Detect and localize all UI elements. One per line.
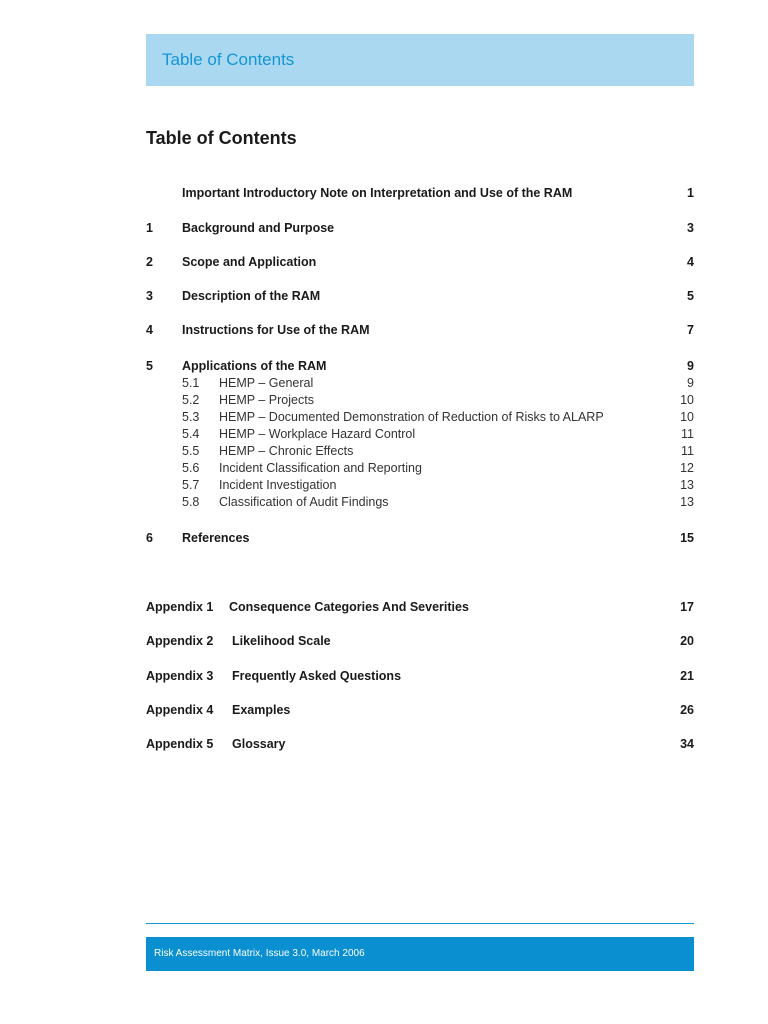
toc-subentry-page: 13 [680, 495, 694, 509]
toc-subentry-number: 5.3 [182, 410, 200, 424]
footer-band [146, 937, 694, 971]
toc-subentry-title: HEMP – General [219, 376, 314, 390]
toc-appendix-page: 34 [680, 737, 694, 751]
toc-entry-title: References [182, 531, 250, 545]
toc-subentry-number: 5.2 [182, 393, 200, 407]
toc-subentry-page: 13 [680, 478, 694, 492]
toc-appendix-5[interactable] [146, 736, 694, 753]
toc-entry-title: Instructions for Use of the RAM [182, 323, 370, 337]
toc-entry-section-2[interactable] [146, 254, 694, 271]
toc-entry-section-5[interactable] [146, 358, 694, 375]
page-header-title: Table of Contents [162, 50, 295, 69]
toc-subentry-number: 5.7 [182, 478, 200, 492]
toc-subentry-title: Incident Investigation [219, 478, 337, 492]
toc-subentry-number: 5.8 [182, 495, 200, 509]
toc-entry-page: 4 [687, 255, 694, 269]
toc-appendix-4[interactable] [146, 702, 694, 719]
toc-subentry-page: 10 [680, 393, 694, 407]
toc-subentry-title: HEMP – Chronic Effects [219, 444, 354, 458]
toc-appendix-1[interactable] [146, 599, 694, 616]
footer-text: Risk Assessment Matrix, Issue 3.0, March 2006 [154, 948, 365, 959]
toc-appendix-label: Appendix 4 [146, 703, 214, 717]
toc-appendix-label: Appendix 3 [146, 669, 214, 683]
toc-entry-page: 15 [680, 531, 694, 545]
toc-entry-section-4[interactable] [146, 322, 694, 339]
toc-subentry-5-6[interactable] [146, 460, 694, 477]
toc-entry-title: Background and Purpose [182, 221, 335, 235]
toc-entry-number: 3 [146, 289, 153, 303]
toc-appendix-page: 20 [680, 634, 694, 648]
toc-entry-number: 4 [146, 323, 153, 337]
toc-subentry-title: HEMP – Projects [219, 393, 314, 407]
toc-appendix-title: Glossary [232, 737, 286, 751]
toc-appendix-label: Appendix 1 [146, 600, 214, 614]
toc-entry-page: 9 [687, 359, 694, 373]
toc-appendix-page: 17 [680, 600, 694, 614]
toc-entry-intro[interactable] [146, 185, 694, 202]
toc-appendix-label: Appendix 5 [146, 737, 214, 751]
toc-appendix-title: Examples [232, 703, 291, 717]
toc-subentry-5-1[interactable] [146, 375, 694, 392]
toc-subentry-title: HEMP – Workplace Hazard Control [219, 427, 416, 441]
toc-subentry-5-5[interactable] [146, 443, 694, 460]
toc-entry-number: 1 [146, 221, 153, 235]
toc-heading: Table of Contents [146, 128, 297, 148]
toc-subentry-title: Incident Classification and Reporting [219, 461, 422, 475]
toc-entry-section-1[interactable] [146, 220, 694, 237]
toc-entry-title: Description of the RAM [182, 289, 321, 303]
toc-subentry-page: 10 [680, 410, 694, 424]
toc-subentry-title: HEMP – Documented Demonstration of Reduction of Risks to ALARP [219, 410, 604, 424]
toc-entry-page: 7 [687, 323, 694, 337]
toc-subentry-page: 9 [687, 376, 694, 390]
toc-entry-title: Applications of the RAM [182, 359, 327, 373]
toc-subentry-number: 5.6 [182, 461, 200, 475]
toc-subentry-5-3[interactable] [146, 409, 694, 426]
toc-entry-number: 5 [146, 359, 153, 373]
toc-appendix-page: 21 [680, 669, 694, 683]
toc-appendix-3[interactable] [146, 668, 694, 685]
toc-subentry-number: 5.5 [182, 444, 200, 458]
toc-subentry-5-7[interactable] [146, 477, 694, 494]
toc-subentry-number: 5.1 [182, 376, 200, 390]
toc-subentry-page: 11 [681, 427, 694, 441]
toc-entry-number: 6 [146, 531, 153, 545]
toc-entry-page: 3 [687, 221, 694, 235]
toc-subentry-5-2[interactable] [146, 392, 694, 409]
toc-subentry-title: Classification of Audit Findings [219, 495, 389, 509]
toc-entry-page: 5 [687, 289, 694, 303]
toc-subentry-number: 5.4 [182, 427, 200, 441]
toc-subentry-5-8[interactable] [146, 494, 694, 511]
toc-entry-title: Important Introductory Note on Interpretation and Use of the RAM [182, 186, 573, 200]
toc-entry-title: Scope and Application [182, 255, 317, 269]
toc-appendix-title: Consequence Categories And Severities [229, 600, 469, 614]
toc-entry-number: 2 [146, 255, 153, 269]
toc-subentry-5-4[interactable] [146, 426, 694, 443]
toc-entry-section-3[interactable] [146, 288, 694, 305]
toc-appendix-title: Likelihood Scale [232, 634, 331, 648]
toc-entry-page: 1 [687, 186, 694, 200]
page-header-band [146, 34, 694, 86]
toc-entry-section-6[interactable] [146, 530, 694, 547]
toc-appendix-page: 26 [680, 703, 694, 717]
toc-appendix-title: Frequently Asked Questions [232, 669, 402, 683]
toc-subentry-page: 11 [681, 444, 694, 458]
footer-rule [146, 923, 694, 924]
toc-appendix-label: Appendix 2 [146, 634, 214, 648]
toc-subentry-page: 12 [680, 461, 694, 475]
toc-appendix-2[interactable] [146, 633, 694, 650]
